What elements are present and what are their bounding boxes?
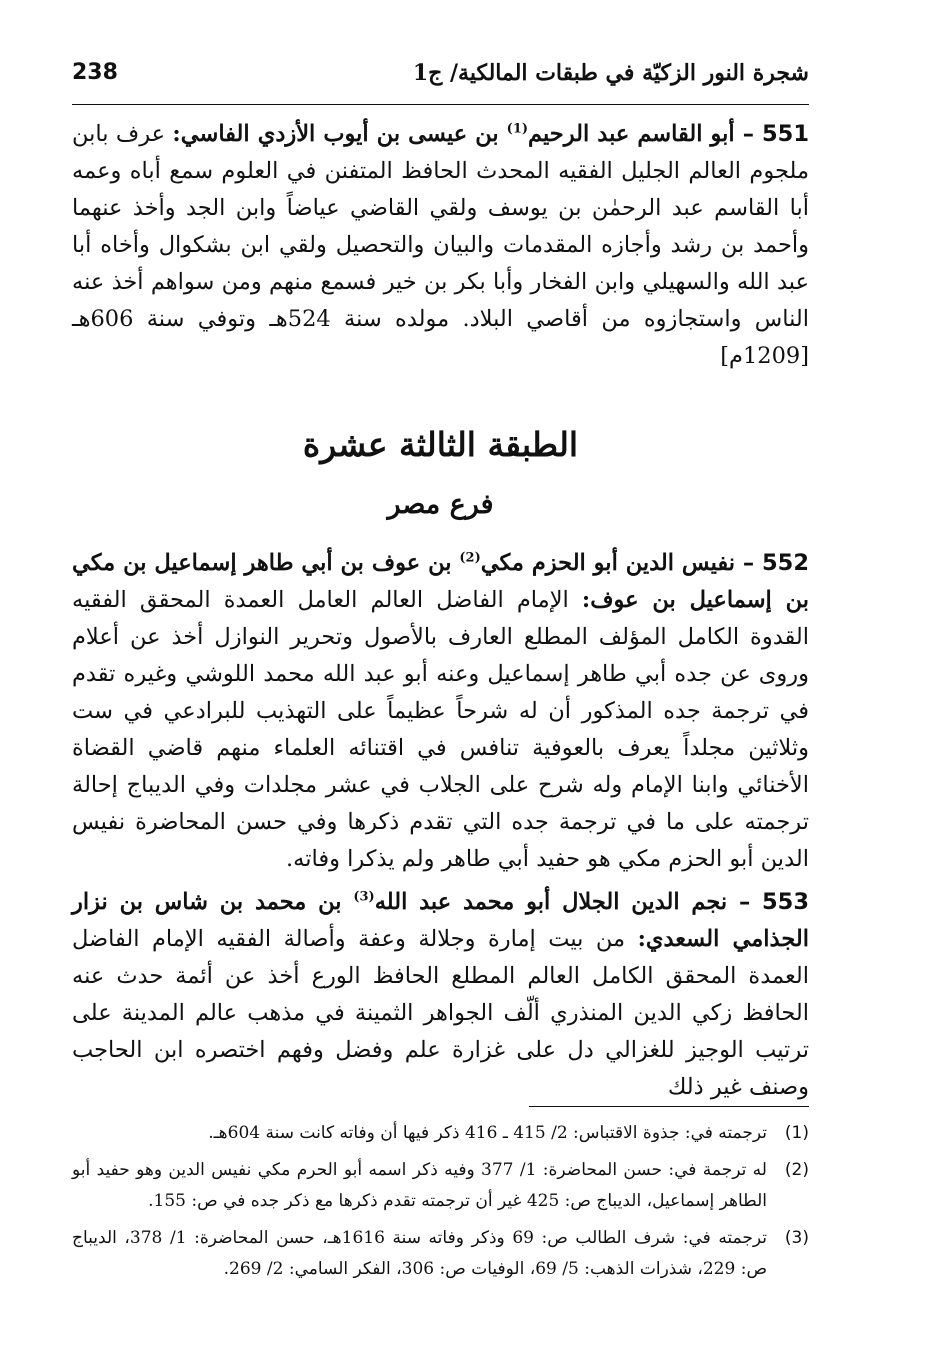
footnote xyxy=(72,1223,809,1285)
entry-552-name-rest: بن عوف بن أبي طاهر إسماعيل بن مكي بن إسماعيل بن عوف: xyxy=(72,550,809,613)
subsection-title: فرع مصر xyxy=(387,489,494,520)
entry-553-name: نجم الدين الجلال أبو محمد عبد الله xyxy=(374,889,728,915)
entry-551-heading xyxy=(172,121,809,147)
main-text xyxy=(72,116,809,1106)
entry-551-number: 551 – xyxy=(734,121,809,147)
entry-553 xyxy=(72,884,809,1106)
footnote xyxy=(72,1118,809,1149)
entry-552-number: 552 – xyxy=(735,550,809,576)
section-title: الطبقة الثالثة عشرة xyxy=(302,425,579,464)
entry-552 xyxy=(72,545,809,878)
running-title: شجرة النور الزكيّة في طبقات المالكية/ ج1 xyxy=(412,60,809,86)
entry-551-note-ref: (1) xyxy=(506,121,529,137)
page-number: 238 xyxy=(72,60,118,85)
entry-553-name-rest: بن محمد بن شاس بن نزار الجذامي السعدي: xyxy=(72,889,809,952)
entry-552-name: نفيس الدين أبو الحزم مكي xyxy=(480,550,736,576)
footnote-number: (3) xyxy=(784,1228,809,1248)
footnote-text: ترجمته في: جذوة الاقتباس: 2/ 415 ـ 416 ذكر فيها أن وفاته كانت سنة 604هـ. xyxy=(208,1123,767,1143)
footnote-text: له ترجمة في: حسن المحاضرة: 1/ 377 وفيه ذكر اسمه أبو الحرم مكي نفيس الدين وهو حفيد أبو الطاهر إسماعيل، الديباج ص: 425 غير أن ترجمته تقدم ذكرها مع ذكر جده في ص: 155. xyxy=(72,1160,767,1211)
entry-551 xyxy=(72,116,809,375)
entry-551-text: عرف بابن ملجوم العالم الجليل الفقيه المحدث الحافظ المتفنن في العلوم سمع أباه وعمه أبا القاسم عبد الرحمٰن بن يوسف ولقي القاضي عياضاً وابن الجد وأخذ عنهما وأحمد بن رشد وأجازه المقدمات والبيان والتحصيل ولقي ابن بشكوال وأخاه أبا عبد الله والسهيلي وابن الفخار وأبا بكر بن خير فسمع منهم ومن سواهم أخذ عنه الناس واستجازوه من أقاصي البلاد. مولده سنة 524هـ وتوفي سنة 606هـ [1209م] xyxy=(72,121,809,369)
entry-551-name: أبو القاسم عبد الرحيم xyxy=(528,121,735,147)
entry-551-name-rest: بن عيسى بن أيوب الأزدي الفاسي: xyxy=(172,121,507,147)
footnote-separator xyxy=(529,1106,809,1107)
footnote-number: (2) xyxy=(784,1160,809,1180)
entry-552-text: الإمام الفاضل العالم العامل العمدة المحقق الفقيه القدوة الكامل المؤلف المطلع العارف بالأصول وتحرير النوازل أخذ عن أعلام وروى عن جده أبي طاهر إسماعيل وعنه أبو عبد الله محمد اللوشي وغيره تقدم في ترجمة جده المذكور أن له شرحاً عظيماً على التهذيب للبرادعي في ست وثلاثين مجلداً يعرف بالعوفية تنافس في اقتنائه العلماء منهم قاضي القضاة الأخنائي وابنا الإمام وله شرح على الجلاب في عشر مجلدات وفي الديباج إحالة ترجمته على ما في ترجمة جده التي تقدم ذكرها وفي حسن المحاضرة نفيس الدين أبو الحزم مكي هو حفيد أبي طاهر ولم يذكرا وفاته. xyxy=(72,587,809,872)
entry-553-number: 553 – xyxy=(727,889,809,915)
footnotes xyxy=(72,1118,809,1291)
footnote-text: ترجمته في: شرف الطالب ص: 69 وذكر وفاته سنة 1616هـ، حسن المحاضرة: 1/ 378، الديباج ص: 229، شذرات الذهب: 5/ 69، الوفيات ص: 306، الفكر السامي: 2/ 269. xyxy=(72,1228,768,1279)
entry-553-text: من بيت إمارة وجلالة وعفة وأصالة الفقيه الإمام الفاضل العمدة المحقق الكامل العالم المطلع الحافظ الورع أخذ عن أئمة حدث عنه الحافظ زكي الدين المنذري ألّف الجواهر الثمينة في مذهب عالم المدينة على ترتيب الوجيز للغزالي دل على غزارة علم وفضل وفهم اختصره ابن الحاجب وصنف غير ذلك xyxy=(72,926,809,1100)
entry-552-note-ref: (2) xyxy=(459,550,481,566)
footnote-number: (1) xyxy=(784,1123,809,1143)
entry-553-note-ref: (3) xyxy=(353,889,375,905)
footnote xyxy=(72,1155,809,1217)
page-header xyxy=(72,60,809,105)
